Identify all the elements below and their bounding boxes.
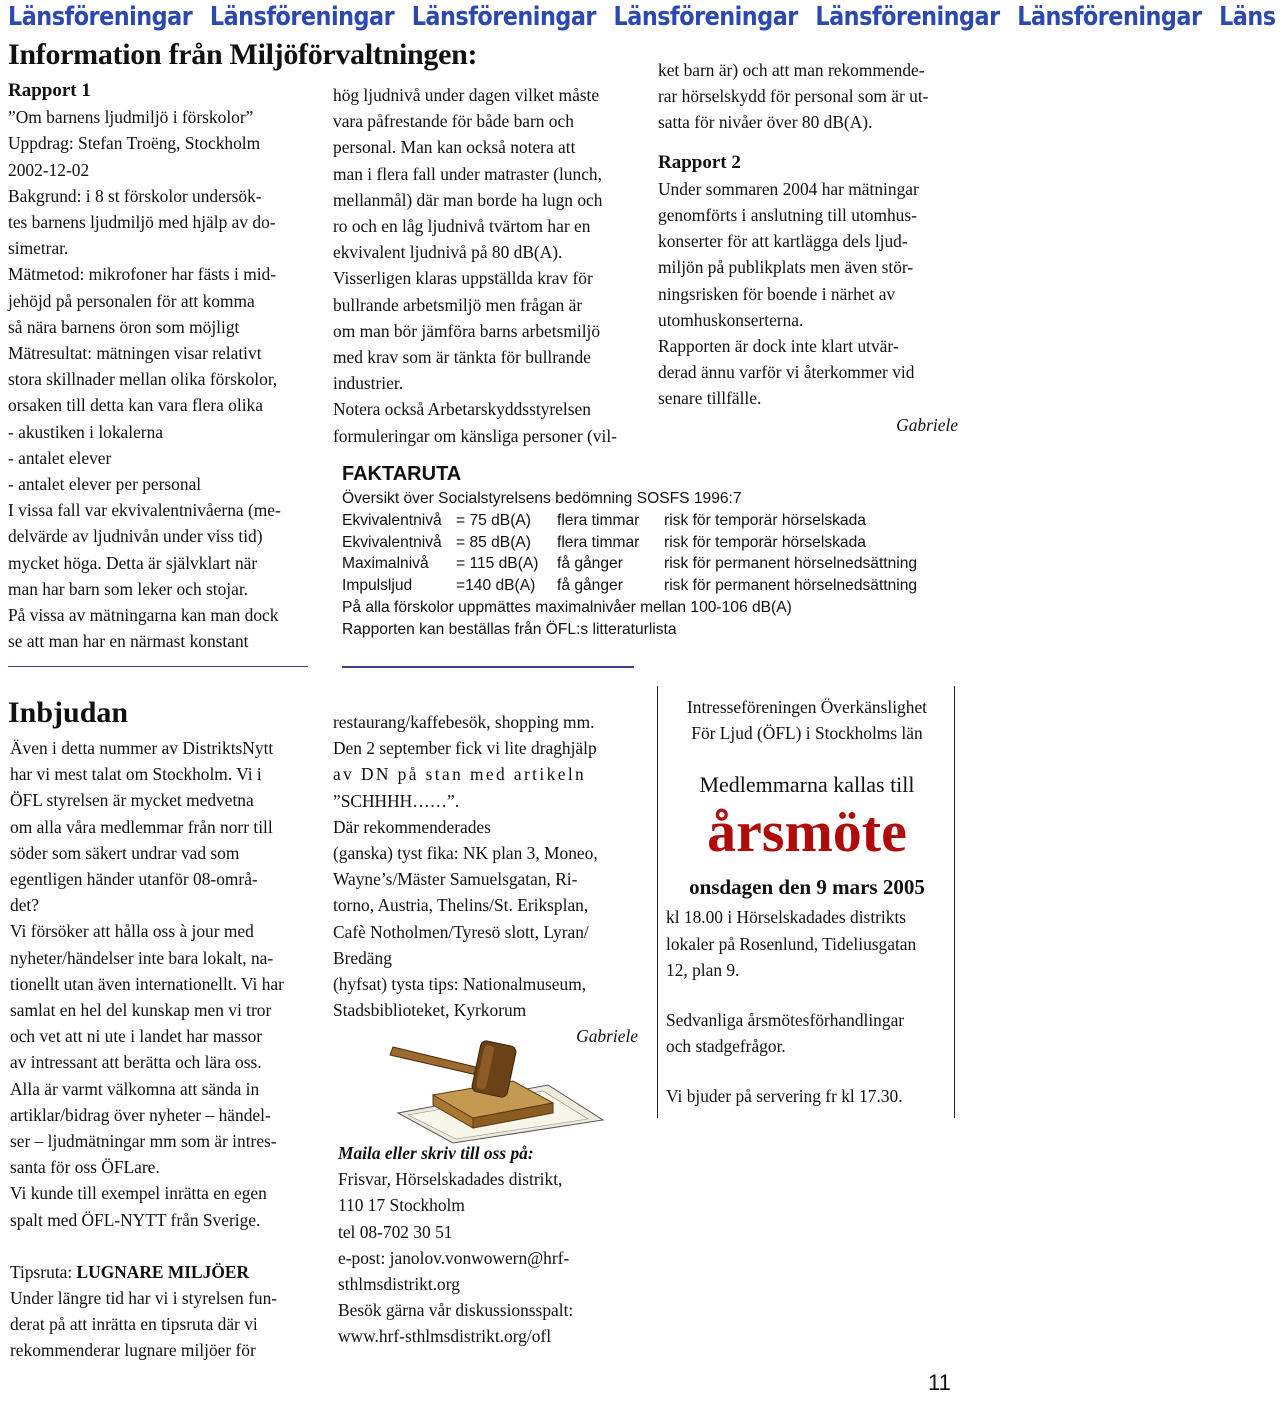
text-line: delvärde av ljudnivån under viss tid) (8, 526, 263, 547)
text-line: hög ljudnivå under dagen vilket måste (333, 85, 600, 105)
fact-box-title: FAKTARUTA (342, 463, 462, 485)
text-line: orsaken till detta kan vara flera olika (8, 395, 263, 416)
report1-continued-column (333, 82, 638, 449)
banner-word: Länsföreningar (613, 2, 798, 32)
text-line: nyheter/händelser inte bara lokalt, na- (10, 947, 274, 968)
text-line: tes barnens ljudmiljö med hjälp av do- (8, 212, 276, 233)
cell-frequency: få gånger (557, 577, 623, 595)
text-line: egentligen händer utanför 08-områ- (10, 869, 258, 890)
org-name: Intresseföreningen Överkänslighet (686, 697, 927, 717)
text-line: Rapporten är dock inte klart utvär- (658, 336, 899, 357)
report2-heading: Rapport 2 (658, 151, 741, 173)
text-line: (hyfsat) tysta tips: Nationalmuseum, (333, 974, 587, 995)
text-line: ro och en låg ljudnivå tvärtom har en (333, 216, 591, 237)
text-line: konserter för att kartlägga dels ljud- (658, 231, 908, 252)
text-line: ”SCHHHH……”. (333, 790, 460, 811)
text-line: ningsrisken för boende i närhet av (658, 283, 896, 304)
fact-box-line: På alla förskolor uppmättes maximalnivåer mellan 100-106 dB(A) (342, 598, 792, 616)
table-row (342, 532, 917, 554)
invitation-column (10, 735, 310, 1364)
cell-name: Maximalnivå (342, 555, 429, 573)
text-line: av DN på stan med artikeln (333, 764, 587, 785)
tip-label: Tipsruta: (10, 1261, 77, 1282)
text-line: ser – ljudmätningar mm som är intres- (10, 1131, 277, 1152)
contact-line: 110 17 Stockholm (338, 1195, 465, 1216)
text-line: utomhuskonserterna. (658, 309, 804, 330)
report2-column (658, 57, 958, 438)
text-line: Under längre tid har vi i styrelsen fun- (10, 1288, 278, 1309)
cell-name: Ekvivalentnivå (342, 511, 442, 529)
cell-risk: risk för temporär hörselskada (664, 511, 866, 529)
text-line: Mätmetod: mikrofoner har fästs i mid- (8, 264, 277, 285)
text-line: spalt med ÖFL-NYTT från Sverige. (10, 1209, 261, 1230)
text-line: med krav som är tänkta för bullrande (333, 347, 591, 368)
table-row (342, 553, 917, 575)
contact-info (338, 1140, 638, 1350)
text-line: Visserligen klaras uppställda krav för (333, 268, 593, 289)
text-line: derat på att inrätta en tipsruta där vi (10, 1314, 258, 1335)
fact-box-line: Rapporten kan beställas från ÖFL:s litteraturlista (342, 620, 677, 638)
text-line: kl 18.00 i Hörselskadades distrikts (666, 907, 907, 928)
contact-line: Frisvar, Hörselskadades distrikt, (338, 1169, 563, 1190)
text-line: miljön på publikplats men även stör- (658, 257, 914, 278)
gavel-illustration (338, 1025, 628, 1145)
cell-value: =140 dB(A) (456, 577, 536, 595)
text-line: (ganska) tyst fika: NK plan 3, Moneo, (333, 843, 598, 864)
phone-number: tel 08-702 30 51 (338, 1221, 453, 1242)
tip-title: LUGNARE MILJÖER (76, 1261, 250, 1282)
text-line: Där rekommenderades (333, 816, 491, 837)
tips-column (333, 709, 638, 1050)
fact-box-intro: Översikt över Socialstyrelsens bedömning SOSFS 1996:7 (342, 490, 742, 507)
text-line: söder som säkert undrar vad som (10, 842, 240, 863)
text-line: Vi kunde till exempel inrätta en egen (10, 1183, 267, 1204)
text-line: genomförts i anslutning till utomhus- (658, 205, 917, 226)
annual-meeting-notice (657, 686, 955, 1118)
text-line: mellanmål) där man borde ha lugn och (333, 189, 603, 210)
table-row (342, 510, 917, 532)
text-line: restaurang/kaffebesök, shopping mm. (333, 712, 595, 732)
text-line: Stadsbiblioteket, Kyrkorum (333, 1000, 527, 1021)
website-link[interactable]: www.hrf-sthlmsdistrikt.org/ofl (338, 1326, 552, 1347)
banner-word: Läns (1219, 2, 1276, 32)
text-line: bullrande arbetsmiljö men frågan är (333, 294, 583, 315)
header-banner (8, 2, 1276, 42)
text-line: jehöjd på personalen för att komma (8, 290, 255, 311)
invitation-heading: Inbjudan (8, 696, 129, 729)
text-line: I vissa fall var ekvivalentnivåerna (me- (8, 500, 281, 521)
text-line: det? (10, 895, 39, 916)
text-line: se att man har en närmast konstant (8, 631, 249, 652)
cell-frequency: flera timmar (557, 511, 640, 529)
text-line: Även i detta nummer av DistriktsNytt (10, 738, 274, 758)
text-line: senare tillfälle. (658, 388, 762, 409)
text-line: Notera också Arbetarskyddsstyrelsen (333, 399, 591, 420)
meeting-date: onsdagen den 9 mars 2005 (689, 875, 925, 900)
text-line: Bredäng (333, 947, 392, 968)
text-line: Under sommaren 2004 har mätningar (658, 178, 919, 199)
text-line: - antalet elever per personal (8, 474, 202, 495)
text-line: ÖFL styrelsen är mycket medvetna (10, 790, 254, 811)
text-line: Alla är varmt välkomna att sända in (10, 1078, 260, 1099)
banner-word: Länsföreningar (1017, 2, 1202, 32)
text-line: mycket höga. Detta är självklart när (8, 552, 258, 573)
text-line: Vi försöker att hålla oss à jour med (10, 921, 254, 942)
table-row (342, 575, 917, 597)
cell-value: = 85 dB(A) (456, 533, 531, 551)
text-line: Mätresultat: mätningen visar relativt (8, 343, 262, 364)
text-line: Cafè Notholmen/Tyresö slott, Lyran/ (333, 921, 589, 942)
text-line: - antalet elever (8, 447, 112, 468)
text-line: - akustiken i lokalerna (8, 421, 164, 442)
fact-box (342, 460, 952, 641)
text-line: av intressant att berätta och lära oss. (10, 1052, 262, 1073)
fact-table (342, 510, 917, 597)
text-line: satta för nivåer över 80 dB(A). (658, 112, 873, 133)
banner-word: Länsföreningar (411, 2, 596, 32)
text-line: personal. Man kan också notera att (333, 137, 576, 158)
meeting-kallas: Medlemmarna kallas till (699, 772, 915, 798)
divider (342, 666, 634, 668)
text-line: ket barn är) och att man rekommende- (658, 60, 925, 80)
cell-value: = 75 dB(A) (456, 511, 531, 529)
text-line: industrier. (333, 373, 404, 394)
tip-heading (10, 1259, 310, 1285)
text-line: derad ännu varför vi återkommer vid (658, 362, 915, 383)
text-line: om alla våra medlemmar från norr till (10, 816, 273, 837)
text-line: santa för oss ÖFLare. (10, 1157, 160, 1178)
cell-name: Impulsljud (342, 577, 413, 595)
page-number: 11 (928, 1370, 951, 1395)
report1-column (8, 78, 313, 654)
text-line: På vissa av mätningarna kan man dock (8, 605, 279, 626)
text-line: simetrar. (8, 238, 69, 259)
text-line: ekvivalent ljudnivå på 80 dB(A). (333, 242, 563, 263)
text-line: så nära barnens öron som möjligt (8, 316, 240, 337)
text-line: formuleringar om känsliga personer (vil- (333, 425, 617, 446)
org-name: För Ljud (ÖFL) i Stockholms län (691, 723, 923, 744)
cell-risk: risk för temporär hörselskada (664, 533, 866, 551)
text-line: man har barn som leker och stojar. (8, 578, 249, 599)
meeting-title: årsmöte (707, 799, 907, 865)
text-line: stora skillnader mellan olika förskolor, (8, 369, 278, 390)
text-line: har vi mest talat om Stockholm. Vi i (10, 764, 262, 785)
signature: Gabriele (896, 414, 958, 435)
text-line: samlat en hel del kunskap men vi tror (10, 1000, 272, 1021)
signature: Gabriele (576, 1026, 638, 1047)
email-address[interactable]: e-post: janolov.vonwowern@hrf- (338, 1247, 570, 1268)
banner-word: Länsföreningar (8, 2, 193, 32)
text-line: Uppdrag: Stefan Troëng, Stockholm (8, 133, 261, 154)
text-line: 2002-12-02 (8, 159, 90, 180)
text-line: Den 2 september fick vi lite draghjälp (333, 738, 597, 759)
cell-risk: risk för permanent hörselnedsättning (664, 577, 918, 595)
contact-heading: Maila eller skriv till oss på: (338, 1143, 534, 1163)
banner-word: Länsföreningar (815, 2, 1000, 32)
cell-frequency: få gånger (557, 555, 623, 573)
text-line: rekommenderar lugnare miljöer för (10, 1340, 256, 1361)
cell-name: Ekvivalentnivå (342, 533, 442, 551)
text-line: man i flera fall under matraster (lunch, (333, 163, 602, 184)
text-line: torno, Austria, Thelins/St. Eriksplan, (333, 895, 589, 916)
text-line: Wayne’s/Mäster Samuelsgatan, Ri- (333, 869, 578, 890)
text-line: 12, plan 9. (666, 959, 740, 980)
text-line: och stadgefrågor. (666, 1036, 786, 1057)
text-line: ”Om barnens ljudmiljö i förskolor” (8, 107, 254, 128)
text-line: artiklar/bidrag över nyheter – händel- (10, 1104, 271, 1125)
banner-word: Länsföreningar (209, 2, 395, 32)
contact-line: Besök gärna vår diskussionsspalt: (338, 1300, 574, 1321)
cell-risk: risk för permanent hörselnedsättning (664, 555, 918, 573)
text-line: Sedvanliga årsmötesförhandlingar (666, 1010, 905, 1031)
text-line: tionellt utan även internationellt. Vi har (10, 973, 284, 994)
page-title: Information från Miljöförvaltningen: (8, 38, 478, 71)
serving-info: Vi bjuder på servering fr kl 17.30. (666, 1086, 903, 1107)
text-line: lokaler på Rosenlund, Tideliusgatan (666, 933, 917, 954)
cell-frequency: flera timmar (557, 533, 640, 551)
text-line: Bakgrund: i 8 st förskolor undersök- (8, 185, 262, 206)
report1-heading: Rapport 1 (8, 80, 91, 101)
text-line: om man bör jämföra barns arbetsmiljö (333, 320, 601, 341)
divider (8, 666, 308, 667)
text-line: rar hörselskydd för personal som är ut- (658, 86, 929, 107)
text-line: vara påfrestande för både barn och (333, 111, 574, 132)
cell-value: = 115 dB(A) (456, 555, 539, 573)
text-line: och vet att ni ute i landet har massor (10, 1026, 263, 1047)
email-address-cont[interactable]: sthlmsdistrikt.org (338, 1274, 460, 1295)
